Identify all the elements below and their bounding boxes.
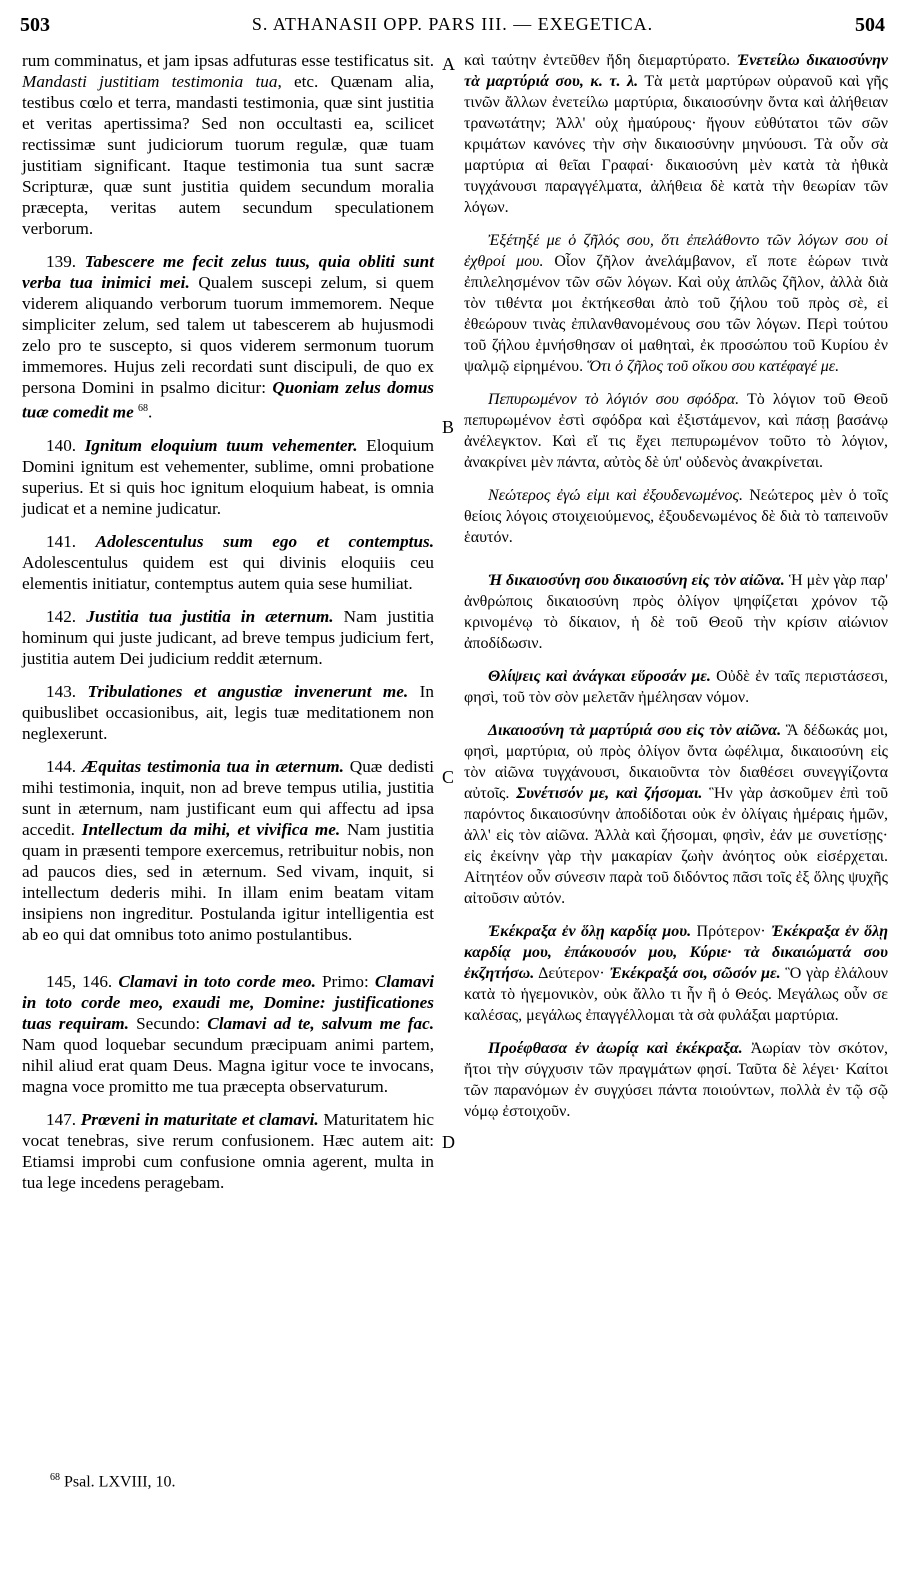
text: Ἡ μὲν γὰρ παρ' ἀνθρώποις δικαιοσύνη πρὸς ὀλίγον ψηφίζεται χρόνον τῷ κρινομένῳ τὸ δίκαιον, ἡ δὲ τοῦ Θεοῦ τὴν κρίσιν αἰώνιον ἀποδίδωσιν.	[464, 572, 889, 652]
left-page-number: 503	[20, 14, 50, 36]
verse-number: 141.	[46, 531, 77, 551]
text: .	[148, 402, 153, 422]
margin-marker-d: D	[442, 1132, 455, 1152]
latin-paragraph-143	[22, 681, 434, 744]
citation: Tribulationes et angustiæ invenerunt me.	[87, 681, 409, 701]
text: Nam quod loquebar secundum præcipuam animi partem, nihil aliud erat quam Deus. Magna igitur voce te invocans, magna voce promitto me tua præcepta observaturum.	[22, 1034, 434, 1096]
margin-marker-c: C	[442, 767, 455, 787]
text: Οἷον ζῆλον ἀνελάμβανον, εἴ ποτε ἑώρων τινὰ ἐπιλελησμένον τῶν σῶν λόγων. Καὶ οὐχ ἁπλῶς ζῆλον, ἀλλὰ διὰ τὸν τιθέντα μοι ἐκτήκεσθαι ἀπὸ τοῦ ζήλου τοῦ πρὸς σὲ, εἰ ἐθεώρουν τινὰς ἐπιλανθανομένους σου τῶν λόγων. Περὶ τούτου τοῦ ζήλου ἐμνήσθησαν οἱ μαθηταὶ, ἐκ προσώπου τοῦ Κυρίου ἐν ψαλμῷ εἰρημένου.	[464, 253, 888, 375]
citation: Ignitum eloquium tuum vehementer.	[84, 435, 358, 455]
citation: Intellectum da mihi, et vivifica me.	[81, 819, 341, 839]
footnote-mark: 68	[50, 1472, 60, 1483]
citation: Justitia tua justitia in æternum.	[86, 606, 334, 626]
greek-column	[464, 50, 888, 1134]
latin-paragraph-141	[22, 531, 434, 594]
citation: Æquitas testimonia tua in æternum.	[81, 756, 344, 776]
text: Adolescentulus quidem est qui divinis eloquiis ceu elementis initiatur, contemptus autem quia sese humiliat.	[22, 552, 434, 593]
latin-paragraph-142	[22, 606, 434, 669]
greek-paragraph-140	[464, 389, 888, 473]
citation: Ἐκέκραξά σοι, σῶσόν με.	[609, 965, 781, 982]
citation: Clamavi in toto corde meo, exaudi me, Domine: justificationes tuas requiram.	[22, 971, 435, 1033]
citation: Θλίψεις καὶ ἀνάγκαι εὕροσάν με.	[488, 668, 711, 685]
margin-marker-a: A	[442, 54, 455, 74]
text: Νεώτερος μὲν ὁ τοῖς θείοις λόγοις στοιχειούμενος, ἐξουδενωμένος δὲ διὰ τὸ ταπεινοῦν ἑαυτόν.	[464, 487, 889, 546]
citation: Adolescentulus sum ego et contemptus.	[95, 531, 434, 551]
citation: Ἡ δικαιοσύνη σου δικαιοσύνη εἰς τὸν αἰῶνα.	[488, 572, 785, 589]
greek-paragraph-147	[464, 1038, 888, 1122]
verse-number: 142.	[46, 606, 77, 626]
citation: Νεώτερος ἐγώ εἰμι καὶ ἐξουδενωμένος.	[488, 487, 743, 504]
citation: Ἐκέκραξα ἐν ὅλῃ καρδίᾳ μου, ἐπάκουσόν μου, Κύριε· τὰ δικαιώματά σου ἐκζητήσω.	[464, 923, 889, 982]
greek-paragraph-142	[464, 570, 888, 654]
right-page-number: 504	[855, 14, 885, 36]
latin-paragraph-140	[22, 435, 434, 519]
greek-paragraph-139	[464, 230, 888, 377]
footnote-text: Psal. LXVIII, 10.	[60, 1473, 176, 1491]
latin-paragraph-147	[22, 1109, 434, 1193]
text: Δεύτερον·	[534, 965, 610, 982]
citation: Δικαιοσύνη τὰ μαρτύριά σου εἰς τὸν αἰῶνα.	[488, 722, 782, 739]
text: καὶ ταύτην ἐντεῦθεν ἤδη διεμαρτύρατο.	[464, 52, 737, 69]
citation: Ἐξέτηξέ με ὁ ζῆλός σου, ὅτι ἐπελάθοντο τῶν λόγων σου οἱ ἐχθροί μου.	[464, 232, 888, 270]
text: Τὸ λόγιον τοῦ Θεοῦ πεπυρωμένον ἐστὶ σφόδρα καὶ ἐξιστάμενον, καὶ πάσῃ βασάνῳ ἀνέλεγκτον. Καὶ εἴ τις ἔχει πεπυρωμένον τοῦτο τὸ λόγιον, ἀνακρίνει μὲν πάντα, αὐτὸς δὲ ὑπ' οὐδενὸς ἀνακρίνεται.	[464, 391, 888, 471]
verse-number: 139.	[46, 252, 77, 271]
text: Τὰ μετὰ μαρτύρων οὐρανοῦ καὶ γῆς τινῶν ἄλλων ἐνετείλω μαρτύρια, δικαιοσύνην ὄντα καὶ ἀλήθειαν τρανωτάτην; Ἀλλ' οὐχ ἠμαύρους· ἤγουν εὐθύτατοι τῶν σῶν κριμάτων κανόνες τὴν σὴν δικαιοσύνην μηνύουσι. Τὰ οὖν σὰ μαρτύρια αἱ θεῖαι Γραφαί· δικαιοσύνη μὲν κατὰ τὰ ἠθικὰ τυγχάνουσι παραγγέλματα, ἀλήθεια δὲ κατὰ τὴν θεωρίαν τῶν λόγων.	[464, 73, 889, 216]
verse-number: 143.	[46, 681, 77, 701]
latin-paragraph-145	[22, 971, 434, 1097]
citation: Prœveni in maturitate et clamavi.	[80, 1109, 319, 1129]
text: Nam justitia hominum qui juste judicant, ad breve tempus judicium fert, justitia autem Dei judicium reddit æternum.	[22, 606, 435, 668]
text: Primo:	[315, 971, 375, 991]
greek-paragraph-143	[464, 666, 888, 708]
text: Qualem suscepi zelum, si quem viderem aliquando verborum tuorum immemorem. Neque simpliciter zelum, sed talem ut tabescerem ab hujusmodi zelo pro te suscepto, si quos viderem sermonum tuorum immemores. Hujus zeli recordati sunt discipuli, de quo ex persona Domini in psalmo dicitur:	[22, 273, 434, 397]
text: Πρότερον·	[691, 923, 772, 940]
verse-number: 147.	[46, 1109, 77, 1129]
text: Secundo:	[128, 1013, 208, 1033]
text: rum comminatus, et jam ipsas adfuturas esse testificatus sit.	[22, 51, 434, 70]
page-header	[20, 14, 885, 44]
running-title: S. ATHANASII OPP. PARS III. — EXEGETICA.	[251, 14, 654, 34]
latin-column	[22, 50, 434, 1205]
verse-number: 144.	[46, 756, 77, 776]
text: Οὐδὲ ἐν ταῖς περιστάσεσι, φησὶ, τοῦ τὸν σὸν μελετᾶν ἠμέλησαν νόμον.	[464, 668, 888, 706]
text: Ἃ δέδωκάς μοι, φησὶ, μαρτύρια, οὐ πρὸς ὀλίγον ὄντα ὠφέλιμα, δικαιοσύνη εἰς τὸν αἰῶνα τυγχάνουσι, δικαιοῦντα τὸν διαθέσει συνεγγίζοντα αὐτοῖς.	[464, 722, 888, 802]
text: Maturitatem hic vocat tenebras, sive rerum confusionem. Hæc autem ait: Etiamsi improbi cum confusione omnia agerent, multa in tua lege incedens peragebam.	[22, 1109, 435, 1192]
citation: Πεπυρωμένον τὸ λόγιόν σου σφόδρα.	[488, 391, 740, 408]
citation: Quoniam zelus domus tuæ comedit me	[22, 378, 434, 422]
citation: Mandasti justitiam testimonia tua	[22, 72, 278, 91]
verse-number: 145, 146.	[46, 971, 113, 991]
citation: Tabescere me fecit zelus tuus, quia obliti sunt verba tua inimici mei.	[22, 252, 435, 292]
greek-paragraph	[464, 50, 888, 218]
text: Eloquium Domini ignitum est vehementer, sublime, omni probatione superius. Et si quis hoc ignitum eloquium habeat, is omnia judicat et a nemine judicatur.	[22, 435, 435, 518]
citation: Ὅτι ὁ ζῆλος τοῦ οἴκου σου κατέφαγέ με.	[587, 358, 840, 375]
citation: Clamavi in toto corde meo.	[118, 971, 316, 991]
footnote	[50, 1472, 176, 1491]
text: Quæ dedisti mihi testimonia, inquit, non ad breve tempus utilia, justitia sunt in æternum, nam justificant eum qui affectu ad ipsa accedit.	[22, 756, 434, 839]
text: Ὃ γὰρ ἐλάλουν κατὰ τὸ ἡγεμονικὸν, οὐκ ἄλλο τι ἦν ἢ ὁ Θεός. Μεγάλως οὖν σε καλέσας, μεγάλως ἐπαγγέλλομαι τὰ σὰ φυλάξαι μαρτύρια.	[464, 965, 888, 1024]
latin-paragraph	[22, 50, 434, 239]
citation: Συνέτισόν με, καὶ ζήσομαι.	[516, 785, 703, 802]
latin-paragraph-144	[22, 756, 434, 945]
latin-paragraph-139	[22, 251, 434, 423]
footnote-ref[interactable]: 68	[138, 403, 148, 414]
citation: Προέφθασα ἐν ἀωρίᾳ καὶ ἐκέκραξα.	[488, 1040, 743, 1057]
text: , etc. Quænam alia, testibus cœlo et terra, mandasti testimonia, quæ sint justitia et veritas apertissima? Sed non occultasti ea, scilicet rectissimæ sunt judiciorum tuorum regulæ, quæ tuam justitiam significant. Itaque testimonia tua sunt sacræ Scripturæ, quæ sunt justitia quidem secundum moralia præcepta, veritas autem secundum speculationem verborum.	[22, 72, 434, 238]
verse-number: 140.	[46, 435, 77, 455]
text: Nam justitia quam in præsenti tempore exercemus, retribuitur nobis, non ad paucos dies, sed in æternum. Sed vivam, inquit, si intellectum dederis mihi. In illam enim beatam vitam insipiens non ingreditur. Postulanda igitur intelligentia est ab eo qui dat omnibus toto animo postulantibus.	[22, 819, 434, 944]
greek-paragraph-144	[464, 720, 888, 909]
text: In quibuslibet occasionibus, ait, legis tuæ meditationem non neglexerunt.	[22, 681, 434, 743]
text: Ἀωρίαν τὸν σκότον, ἤτοι τὴν σύγχυσιν τῶν πραγμάτων φησί. Ταῦτα δὲ λέγει· Καίτοι τῶν παρανόμων ἐν συγχύσει πάντα ποιούντων, πολλὰ ἐν τῷ σῷ νόμῳ ἐστοιχοῦν.	[464, 1040, 888, 1120]
text: Ἣν γὰρ ἀσκοῦμεν ἐπὶ τοῦ παρόντος δικαιοσύνην ἀποδίδοται οὐκ ἐν ὀλίγαις ἡμέραις ἡμῶν, ἀλλ' εἰς τὸν αἰῶνα. Ἀλλὰ καὶ ζήσομαι, φησὶν, ἐάν με συνετίσῃς· εἰς ἐκείνην γὰρ τὴν μακαρίαν ζωὴν ἀνόητος οὐκ εἰσέρχεται. Αἰτητέον οὖν σύνεσιν παρὰ τοῦ διδόντος πᾶσι τοῖς ἐξ ὅλης ψυχῆς αἰτοῦσιν αὐτόν.	[464, 785, 889, 907]
greek-paragraph-145	[464, 921, 888, 1026]
margin-marker-b: B	[442, 417, 455, 437]
greek-paragraph-141	[464, 485, 888, 548]
citation: Clamavi ad te, salvum me fac.	[207, 1013, 434, 1033]
citation: Ἐνετείλω δικαιοσύνην τὰ μαρτύριά σου, κ. τ. λ.	[464, 52, 889, 90]
citation: Ἐκέκραξα ἐν ὅλῃ καρδίᾳ μου.	[488, 923, 692, 940]
